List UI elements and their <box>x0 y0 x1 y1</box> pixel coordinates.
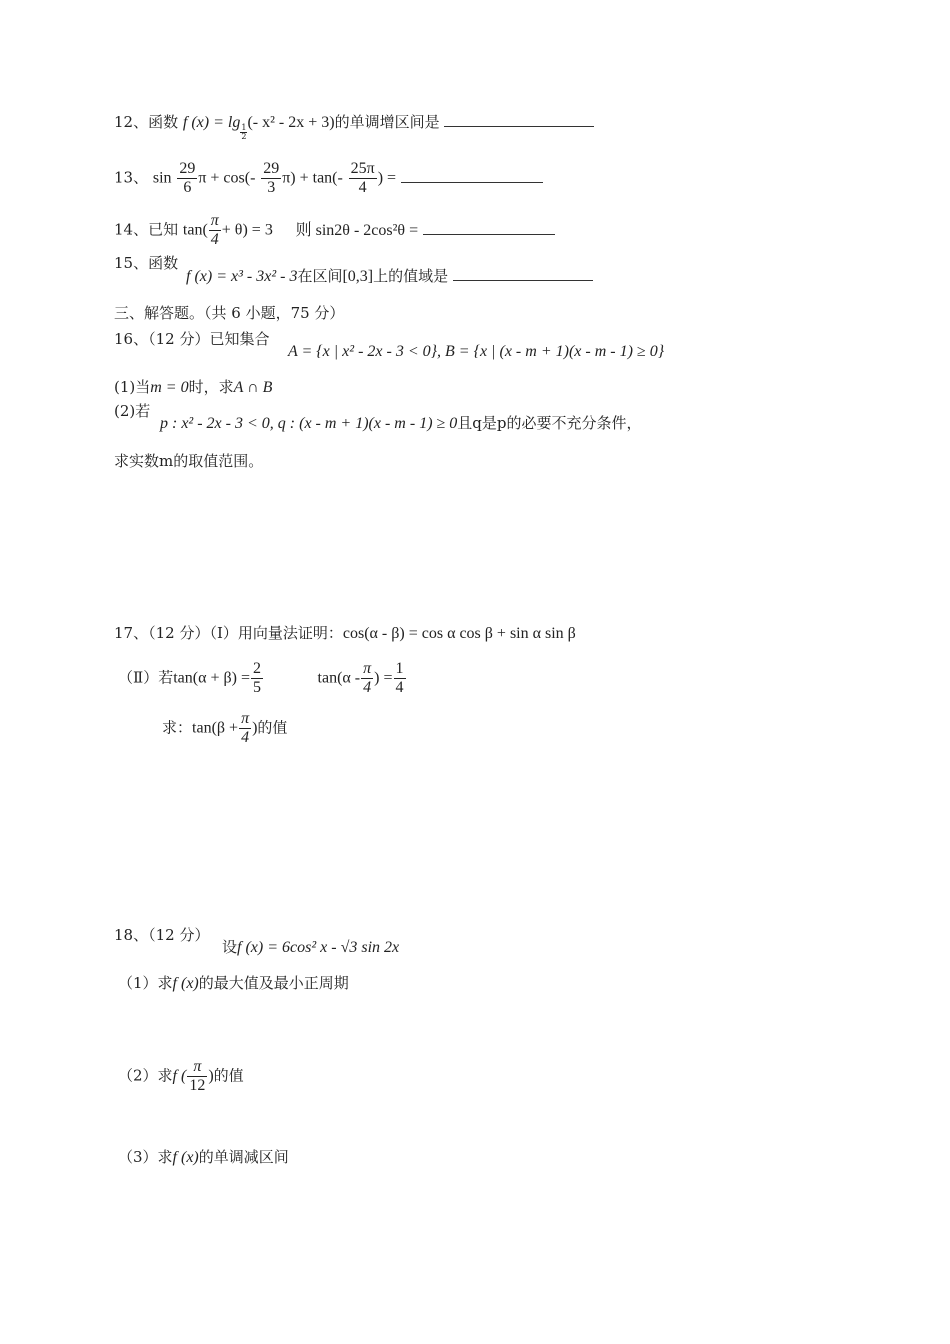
question-12 <box>114 110 594 141</box>
q16-p1-expr: m = 0 <box>150 379 189 396</box>
section-3-title: 三、解答题。（共 6 小题，75 分） <box>114 304 345 322</box>
q14-condition: + θ) = 3 <box>221 221 273 239</box>
question-16-tail: 求实数m的取值范围。 <box>114 452 264 470</box>
question-14 <box>114 212 555 249</box>
question-17-head <box>114 622 576 645</box>
q13-sin: sin <box>152 169 172 187</box>
q16-p2-expr: p : x² - 2x - 3 < 0, q : (x - m + 1)(x - m - 1) ≥ 0 <box>160 415 458 432</box>
q17-ask-expr: tan(β + <box>192 719 239 737</box>
q14-number: 14、 <box>114 220 149 239</box>
q18-p2-text: 的值 <box>213 1066 244 1085</box>
question-16-head: 16、（12 分）已知集合 <box>114 330 270 348</box>
q16-p1-label: (1)当 <box>114 378 151 396</box>
q18-p3-text: 的单调减区间 <box>198 1148 289 1166</box>
q17-identity: cos(α - β) = cos α cos β + sin α sin β <box>342 625 576 642</box>
q18-def-label: 设 <box>222 938 238 956</box>
q15-text-1: 在区间 <box>297 267 343 285</box>
q16-sets-expr: A = {x | x² - 2x - 3 < 0}, B = {x | (x - m + 1)(x - m - 1) ≥ 0} <box>288 343 665 360</box>
q18-p1-text: 的最大值及最小正周期 <box>198 974 349 992</box>
q13-equals: ) = <box>377 169 397 187</box>
question-16-sets <box>288 340 664 363</box>
q18-p2-close: ) <box>208 1067 214 1085</box>
q17-c1-frac: $\frac{2}{5}$ <box>252 660 261 696</box>
q18-p2-label: （2）求 <box>118 1066 173 1085</box>
q13-tan: π) + tan(- <box>282 169 343 187</box>
q13-cos: π + cos(- <box>198 169 256 187</box>
q12-label: 函数 <box>148 113 179 131</box>
q18-p2-frac: $\frac{\pi}{12}$ <box>189 1058 206 1094</box>
q13-frac-2: $\frac{29}{3}$ <box>263 160 280 196</box>
q16-p1-text: 时，求 <box>188 378 234 396</box>
question-16-part-1 <box>114 376 272 399</box>
q14-frac: $\frac{\pi}{4}$ <box>210 212 219 248</box>
q13-frac-1: $\frac{29}{6}$ <box>179 160 196 196</box>
q14-label: 已知 <box>148 220 179 239</box>
q15-interval: [0,3] <box>342 268 374 285</box>
q17-c2-pi-frac: $\frac{\pi}{4}$ <box>363 660 372 696</box>
q15-number: 15、 <box>114 254 149 272</box>
q12-answer-blank[interactable] <box>444 110 594 127</box>
q17-ask-text: 的值 <box>257 718 288 737</box>
q15-expr: f (x) = x³ - 3x² - 3 <box>186 268 298 285</box>
question-18-def <box>222 936 399 959</box>
q14-target: 则 sin2θ - 2cos²θ = <box>295 221 419 239</box>
q18-p3-label: （3）求 <box>118 1148 173 1166</box>
q17-c1: tan(α + β) = <box>173 669 250 687</box>
q17-p2-label: （Ⅱ）若 <box>118 668 174 687</box>
q15-answer-blank[interactable] <box>453 264 593 281</box>
q17-c2-frac: $\frac{1}{4}$ <box>395 660 404 696</box>
question-18-part-3 <box>118 1146 289 1169</box>
q18-p3-expr: f (x) <box>172 1149 199 1166</box>
q17-ask-frac: $\frac{\pi}{4}$ <box>241 710 250 746</box>
question-18-part-2 <box>118 1058 244 1095</box>
q12-log-base: $\frac{1}{2}$ <box>241 123 247 141</box>
q16-p1-expr2: A ∩ B <box>233 379 273 396</box>
question-13 <box>114 160 543 197</box>
question-17-ask <box>162 710 287 747</box>
q13-frac-3: $\frac{25\pi}{4}$ <box>350 160 375 196</box>
q13-number: 13、 <box>114 168 149 187</box>
question-17-part-2 <box>118 660 407 697</box>
q17-ask-label: 求： <box>162 718 193 737</box>
q18-p2-f: f ( <box>172 1067 187 1085</box>
q16-p2-text: 且q是p的必要不充分条件， <box>457 414 642 432</box>
q12-number: 12、 <box>114 113 149 131</box>
question-18-part-1 <box>118 972 349 995</box>
q17-ask-close: ) <box>252 719 258 737</box>
q18-def-expr: f (x) = 6cos² x - √3 sin 2x <box>237 939 400 956</box>
q17-c2-eq: ) = <box>374 669 393 687</box>
q13-answer-blank[interactable] <box>401 166 543 183</box>
question-15-body <box>186 264 593 288</box>
question-15 <box>114 252 178 274</box>
question-16-part-2 <box>160 412 642 435</box>
q14-answer-blank[interactable] <box>423 218 555 235</box>
q12-expr-pre: f (x) = lg <box>182 114 241 131</box>
q12-expr-post: (- x² - 2x + 3) <box>247 114 335 131</box>
q15-label: 函数 <box>148 254 179 272</box>
q18-p1-label: （1）求 <box>118 974 173 992</box>
q14-tan: tan( <box>182 221 208 239</box>
q17-c2: tan(α - <box>317 669 361 687</box>
q18-p1-expr: f (x) <box>172 975 199 992</box>
question-18-head: 18、（12 分） <box>114 926 210 944</box>
q15-text-2: 上的值域是 <box>373 267 449 285</box>
question-16-part-2-label: (2)若 <box>114 402 151 420</box>
q17-head-text: 17、（12 分）（Ⅰ）用向量法证明： <box>114 624 343 642</box>
q12-text: 的单调增区间是 <box>334 113 440 131</box>
